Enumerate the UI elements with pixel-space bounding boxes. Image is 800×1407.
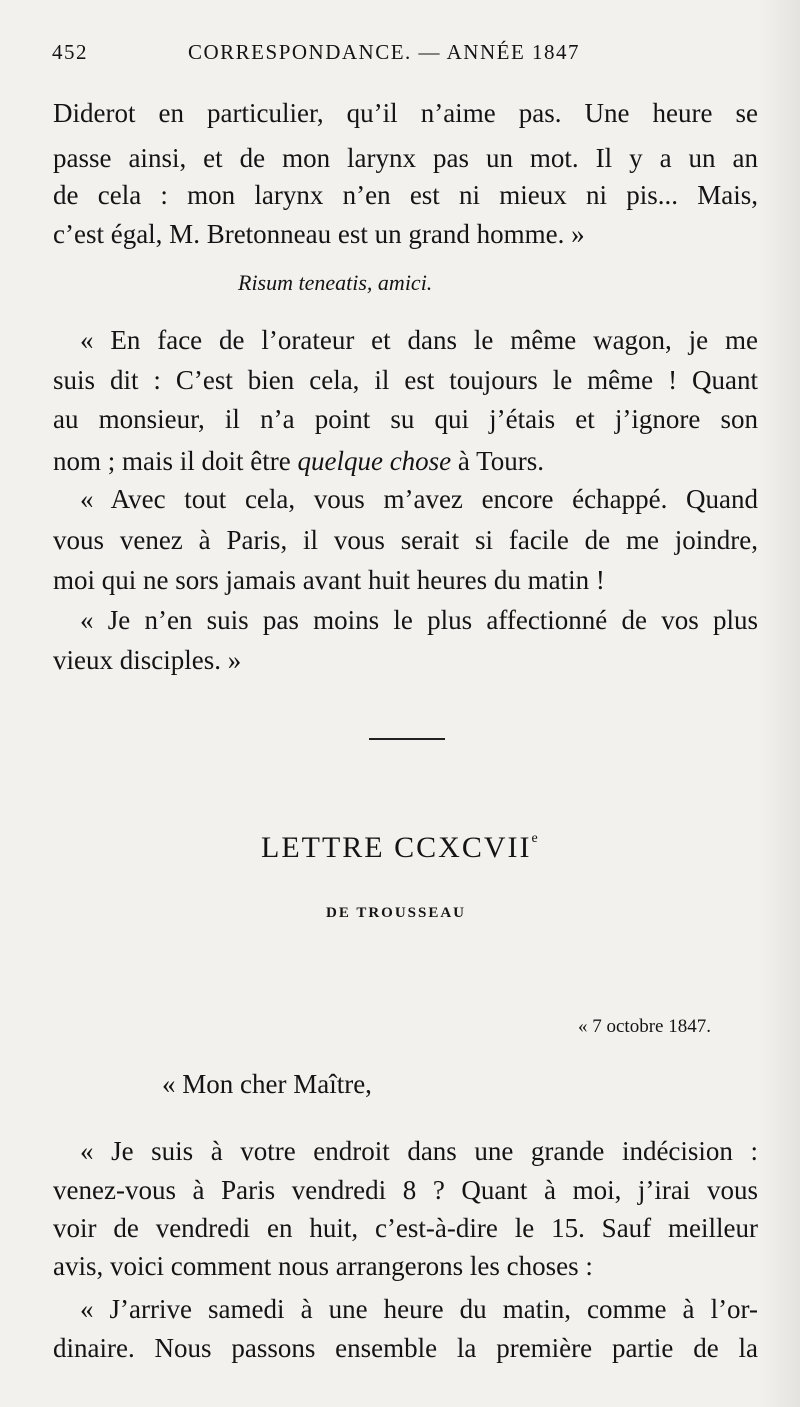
text-line: « Avec tout cela, vous m’avez encore échappé. Quand	[80, 484, 758, 514]
emphasis-text: quelque chose	[297, 446, 452, 476]
text-line: dinaire. Nous passons ensemble la première partie de la	[53, 1333, 758, 1363]
page-edge-shadow	[758, 0, 800, 1407]
text-line: passe ainsi, et de mon larynx pas un mot. Il y a un an	[53, 143, 758, 173]
letter-date: « 7 octobre 1847.	[578, 1016, 711, 1037]
running-header	[52, 40, 632, 70]
text-line: avis, voici comment nous arrangerons les choses :	[53, 1251, 593, 1281]
text-line: suis dit : C’est bien cela, il est toujours le même ! Quant	[53, 365, 758, 395]
letter-heading	[261, 831, 538, 865]
text-line: c’est égal, M. Bretonneau est un grand homme. »	[53, 219, 585, 249]
latin-motto: Risum teneatis, amici.	[238, 270, 433, 295]
text-line: « Je suis à votre endroit dans une grande indécision :	[80, 1136, 758, 1166]
text-line: nom ; mais il doit être quelque chose à Tours.	[53, 446, 545, 476]
page-number: 452	[52, 40, 88, 64]
text-line: au monsieur, il n’a point su qui j’étais et j’ignore son	[53, 404, 758, 434]
letter-sender: DE TROUSSEAU	[326, 905, 467, 921]
running-title: CORRESPONDANCE. — ANNÉE 1847	[188, 40, 581, 64]
text-line: « Je n’en suis pas moins le plus affectionné de vos plus	[80, 605, 758, 635]
text-line: de cela : mon larynx n’en est ni mieux ni pis... Mais,	[53, 180, 758, 210]
text-line: moi qui ne sors jamais avant huit heures du matin !	[53, 565, 605, 595]
letter-salutation: « Mon cher Maître,	[162, 1069, 372, 1099]
text-line: « J’arrive samedi à une heure du matin, comme à l’or-	[80, 1294, 758, 1324]
text-line: voir de vendredi en huit, c’est-à-dire le 15. Sauf meilleur	[53, 1213, 758, 1243]
letter-number-superscript: e	[531, 831, 538, 846]
text-line: « En face de l’orateur et dans le même wagon, je me	[80, 325, 758, 355]
text-line: vieux disciples. »	[53, 645, 242, 675]
text-line: vous venez à Paris, il vous serait si facile de me joindre,	[53, 525, 758, 555]
text-line: venez-vous à Paris vendredi 8 ? Quant à moi, j’irai vous	[53, 1175, 758, 1205]
letter-number: LETTRE CCXCVII	[261, 831, 532, 864]
section-divider	[369, 738, 445, 740]
text-line: Diderot en particulier, qu’il n’aime pas. Une heure se	[53, 98, 758, 128]
